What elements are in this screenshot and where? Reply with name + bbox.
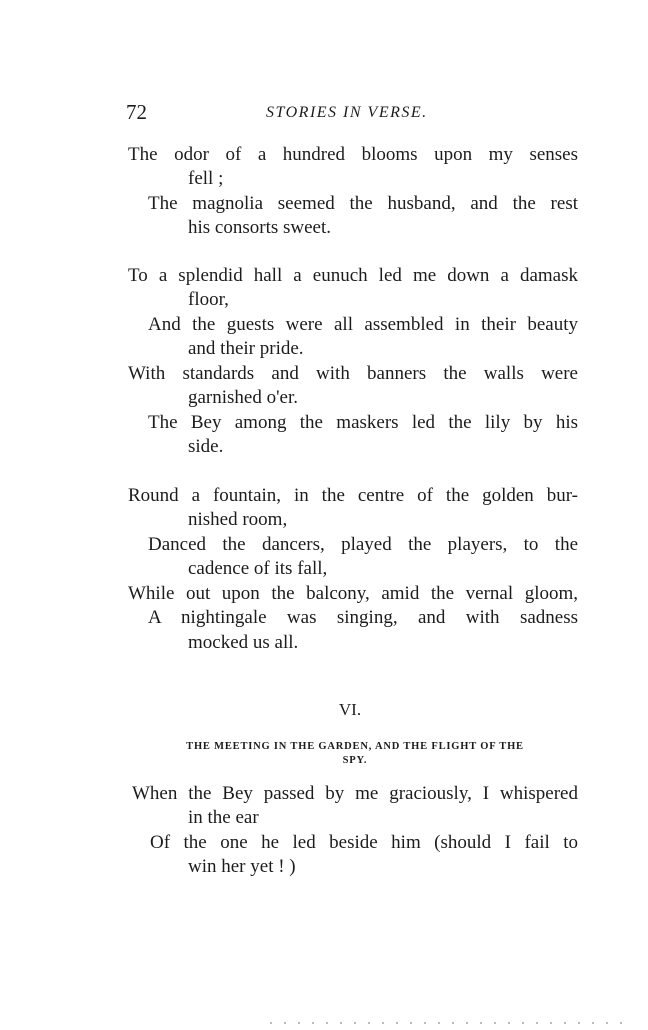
verse-line: The odor of a hundred blooms upon my senses bbox=[128, 144, 578, 165]
verse-line: The Bey among the maskers led the lily by his bbox=[148, 412, 578, 433]
verse-line: Of the one he led beside him (should I fail to bbox=[150, 832, 578, 853]
verse-line: The magnolia seemed the husband, and the rest bbox=[148, 193, 578, 214]
section-title-line-1: THE MEETING IN THE GARDEN, AND THE FLIGHT OF THE bbox=[186, 741, 524, 752]
verse-line-continuation: garnished o'er. bbox=[188, 387, 299, 408]
verse-line: Danced the dancers, played the players, to the bbox=[148, 534, 578, 555]
page-number: 72 bbox=[126, 100, 147, 124]
verse-line-continuation: side. bbox=[188, 436, 224, 457]
verse-line-continuation: nished room, bbox=[188, 509, 288, 530]
verse-line-continuation: win her yet ! ) bbox=[188, 856, 296, 877]
verse-line: And the guests were all assembled in their beauty bbox=[148, 314, 578, 335]
verse-line-continuation: and their pride. bbox=[188, 338, 304, 359]
page-header bbox=[126, 100, 578, 130]
verse-line: To a splendid hall a eunuch led me down a damask bbox=[128, 265, 578, 286]
verse-line-continuation: fell ; bbox=[188, 168, 224, 189]
verse-line: With standards and with banners the walls were bbox=[128, 363, 578, 384]
verse-line: Round a fountain, in the centre of the golden bur- bbox=[128, 485, 578, 506]
verse-line: A nightingale was singing, and with sadness bbox=[148, 607, 578, 628]
verse-line-continuation: in the ear bbox=[188, 807, 259, 828]
section-number: VI. bbox=[338, 700, 362, 719]
scan-artifact-dots bbox=[270, 1022, 630, 1024]
running-title: STORIES IN VERSE. bbox=[266, 104, 428, 121]
verse-line-continuation: cadence of its fall, bbox=[188, 558, 328, 579]
verse-line-continuation: floor, bbox=[188, 289, 229, 310]
verse-line: When the Bey passed by me graciously, I whispered bbox=[132, 783, 578, 804]
verse-line: While out upon the balcony, amid the vernal gloom, bbox=[128, 583, 578, 604]
verse-line-continuation: mocked us all. bbox=[188, 632, 299, 653]
verse-line-continuation: his consorts sweet. bbox=[188, 217, 332, 238]
section-title-line-2: SPY. bbox=[342, 755, 368, 766]
